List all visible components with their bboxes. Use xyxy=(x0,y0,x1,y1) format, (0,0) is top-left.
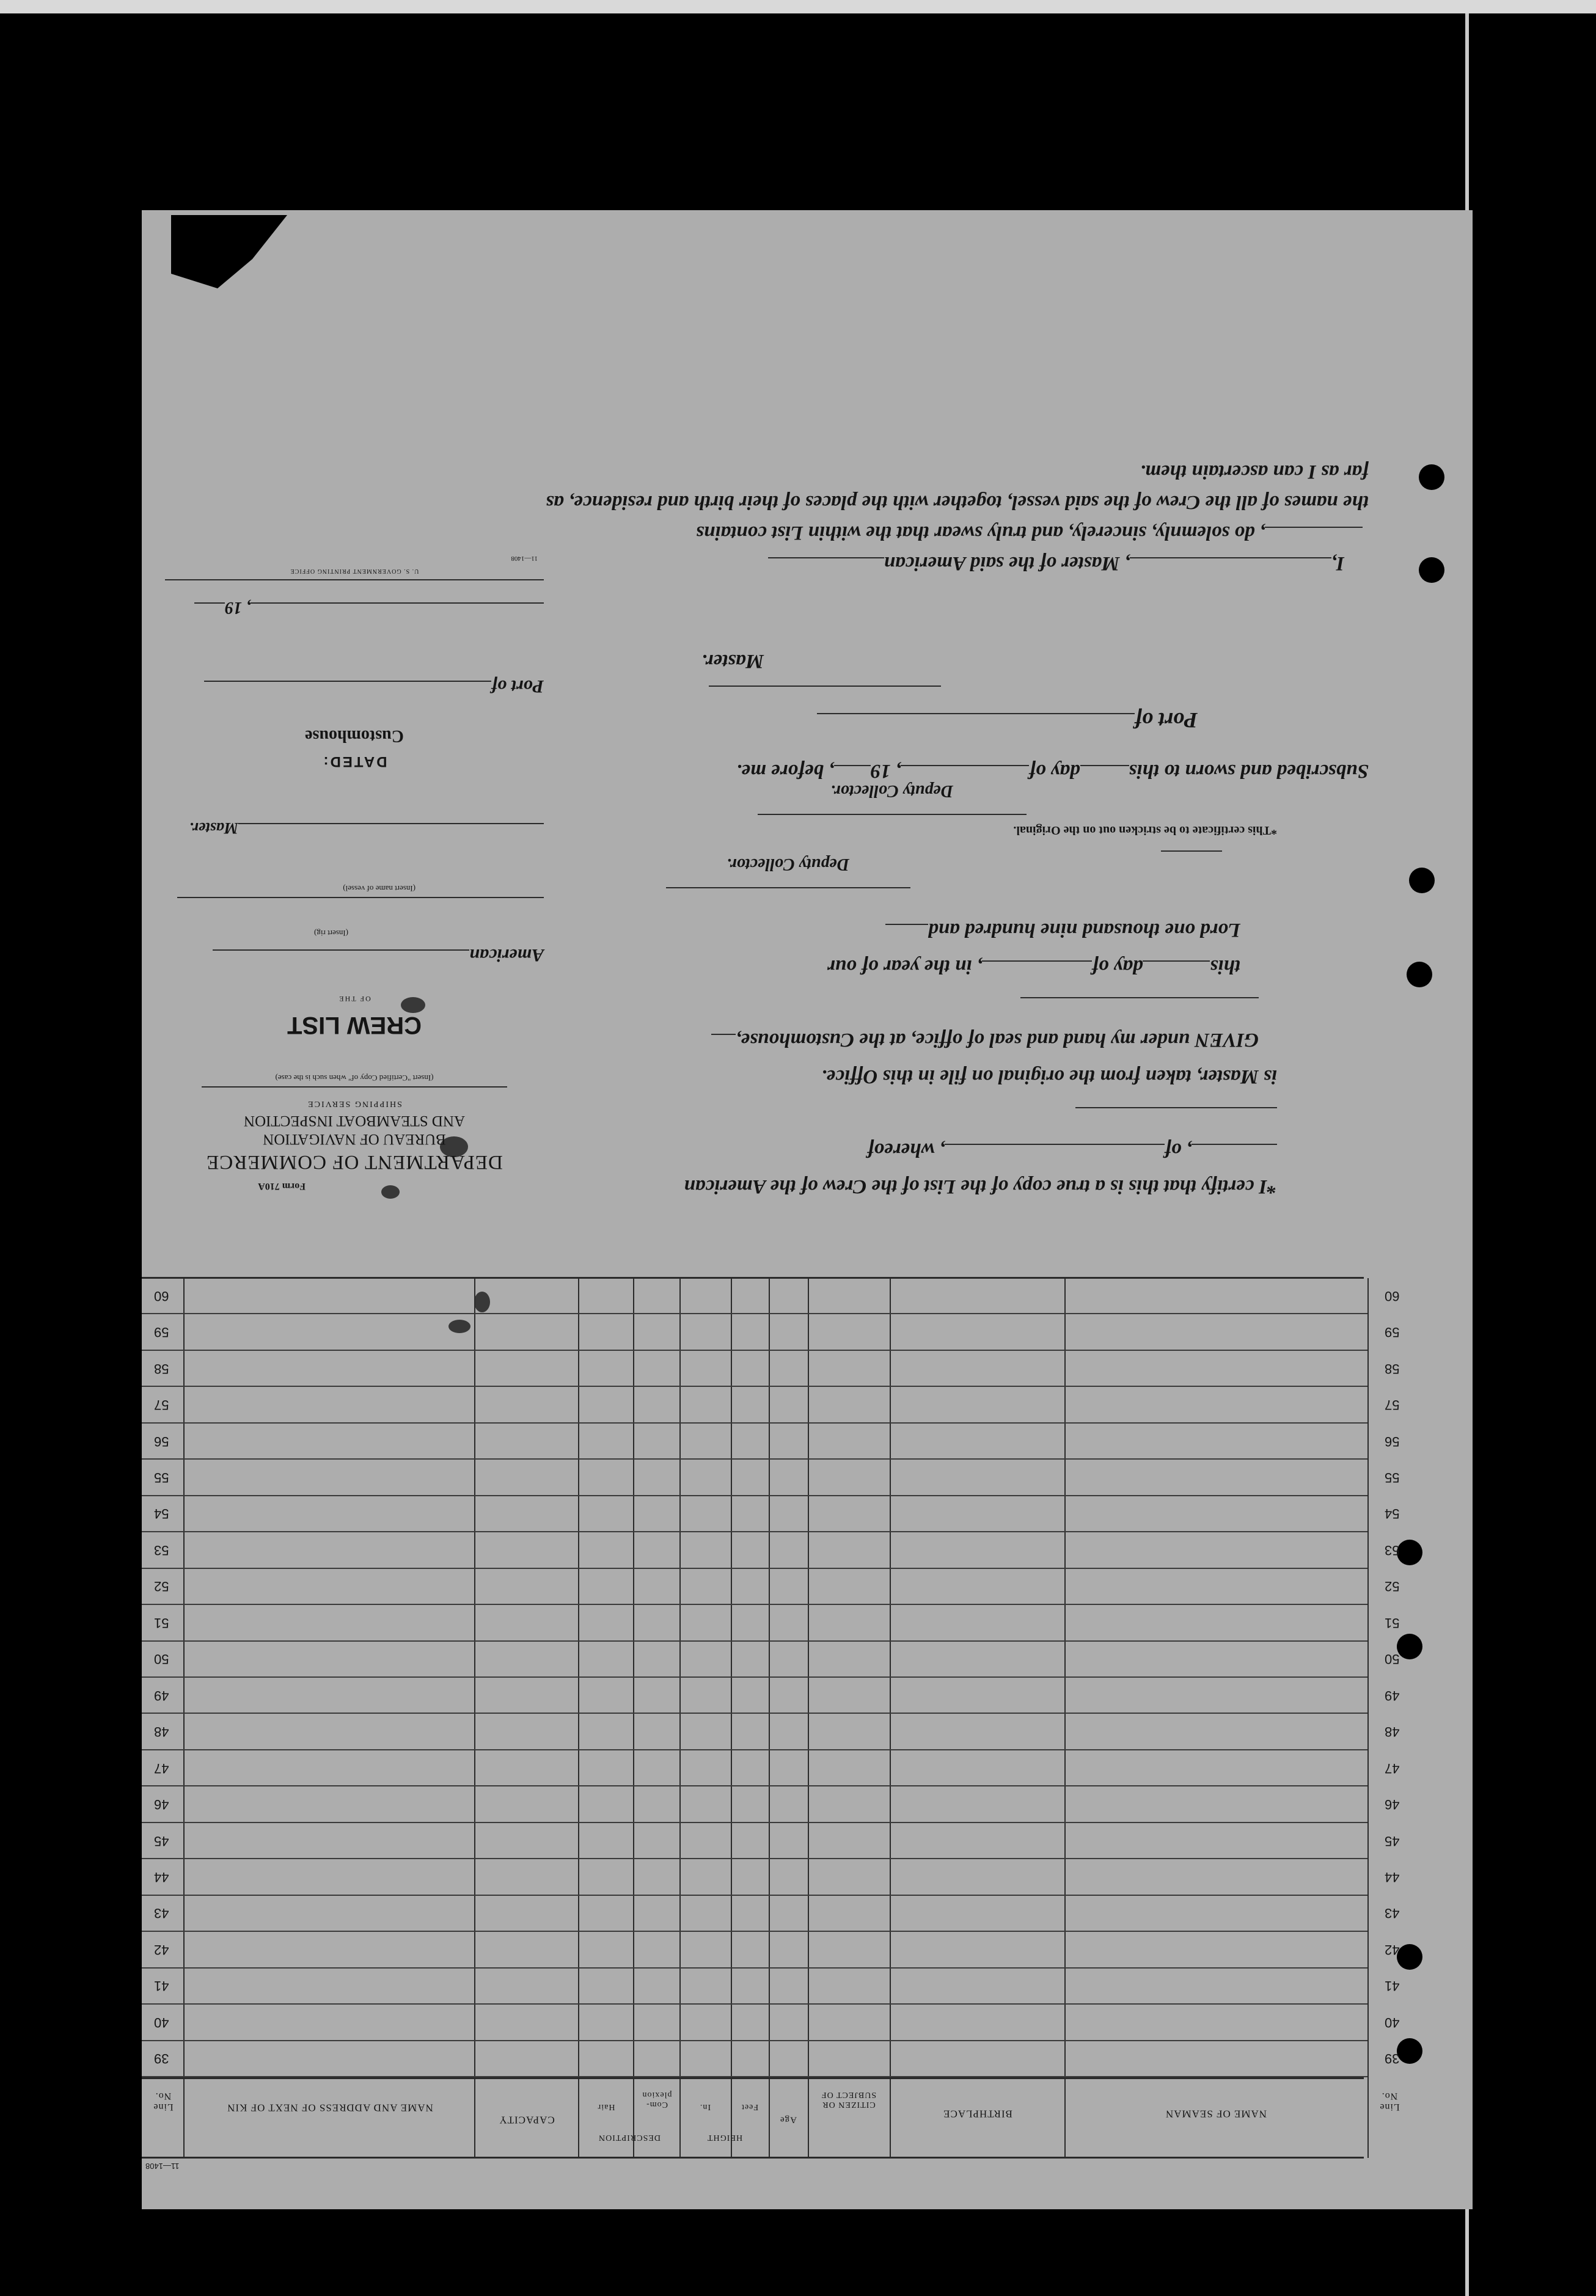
header-birthplace: BIRTHPLACE xyxy=(943,2108,1012,2120)
header-capacity: CAPACITY xyxy=(499,2114,555,2126)
oath-line3: the names of all the Crew of the said vessel, together with the places of their birth and residence, as xyxy=(546,491,1369,513)
cert-master-blank[interactable] xyxy=(1075,1107,1277,1108)
row-number-right: 50 xyxy=(1385,1651,1400,1667)
col-line xyxy=(769,1278,770,2158)
table-row[interactable] xyxy=(142,2040,1367,2041)
crew-list-title: CREW LIST xyxy=(287,1012,422,1039)
cert-footnote: *This certificate to be stricken out on the Original. xyxy=(1013,824,1277,837)
table-row[interactable] xyxy=(142,1676,1367,1678)
table-row[interactable] xyxy=(142,2003,1367,2005)
punch-hole xyxy=(1419,464,1444,490)
cert-port-blank[interactable] xyxy=(945,1144,1165,1145)
table-row[interactable] xyxy=(142,1422,1367,1424)
punch-hole xyxy=(1419,557,1444,583)
printer-imprint: U. S. GOVERNMENT PRINTING OFFICE xyxy=(290,568,419,574)
american-label: American xyxy=(469,945,544,965)
header-hair: Hair xyxy=(597,2102,615,2112)
ink-stain xyxy=(474,1292,490,1312)
header-inches: In. xyxy=(699,2102,711,2112)
subscribed-year: , 19 xyxy=(870,760,901,782)
col-line xyxy=(474,1278,475,2158)
header-age: Age xyxy=(780,2115,797,2125)
deputy-collector-label-1: Deputy Collector. xyxy=(830,781,953,800)
punch-hole xyxy=(1407,962,1432,987)
punch-hole xyxy=(1397,1540,1422,1565)
table-row[interactable] xyxy=(142,1531,1367,1532)
row-number-left: 56 xyxy=(154,1433,169,1449)
header-name: NAME OF SEAMAN xyxy=(1165,2108,1267,2120)
row-number-right: 43 xyxy=(1385,1906,1400,1921)
cover-panel xyxy=(159,330,550,1197)
table-row[interactable] xyxy=(142,1713,1367,1714)
row-number-right: 46 xyxy=(1385,1797,1400,1813)
table-top-border xyxy=(142,1277,1364,1279)
cover-port-blank[interactable] xyxy=(204,681,491,682)
cert-of: , of xyxy=(1165,1139,1192,1161)
table-row[interactable] xyxy=(142,1604,1367,1605)
row-number-right: 55 xyxy=(1385,1470,1400,1485)
row-number-left: 43 xyxy=(154,1906,169,1921)
row-number-right: 58 xyxy=(1385,1361,1400,1377)
row-number-left: 51 xyxy=(154,1615,169,1631)
dated-label: DATED: xyxy=(321,753,387,770)
master-label: Master. xyxy=(701,650,764,672)
cert-whereof: , whereof xyxy=(867,1139,945,1161)
col-line xyxy=(578,1278,579,2158)
row-number-right: 56 xyxy=(1385,1433,1400,1449)
header-feet: Feet xyxy=(741,2102,759,2112)
deputy-collector-label-2: Deputy Collector. xyxy=(727,855,849,874)
insert-name-note: (Insert name of vessel) xyxy=(343,884,415,893)
certificate-section xyxy=(617,611,1277,1210)
punch-hole xyxy=(1397,1944,1422,1970)
table-row[interactable] xyxy=(142,1495,1367,1496)
table-row[interactable] xyxy=(142,1350,1367,1351)
cover-master-label: Master. xyxy=(189,819,238,837)
row-number-left: 52 xyxy=(154,1579,169,1595)
table-row[interactable] xyxy=(142,1967,1367,1969)
dept-title: DEPARTMENT OF COMMERCE xyxy=(206,1151,503,1173)
cert-year-blank[interactable] xyxy=(885,924,928,925)
row-number-left: 59 xyxy=(154,1325,169,1340)
form-number: Form 710A xyxy=(258,1181,306,1191)
col-line xyxy=(183,1278,185,2158)
insert-rig-note: (Insert rig) xyxy=(314,929,348,938)
row-number-left: 45 xyxy=(154,1833,169,1849)
row-number-left: 60 xyxy=(154,1288,169,1304)
row-number-left: 53 xyxy=(154,1542,169,1558)
rig-blank[interactable] xyxy=(213,949,469,951)
port-of-label: Port of xyxy=(1135,708,1198,733)
row-number-left: 41 xyxy=(154,1978,169,1994)
row-number-right: 49 xyxy=(1385,1687,1400,1703)
cert-month-blank[interactable] xyxy=(982,960,1092,962)
row-number-right: 52 xyxy=(1385,1579,1400,1595)
table-header-border xyxy=(142,2077,1364,2079)
table-row[interactable] xyxy=(142,1458,1367,1460)
row-number-left: 57 xyxy=(154,1397,169,1413)
table-bottom-border xyxy=(142,2157,1364,2159)
deputy-signature-line-2[interactable] xyxy=(666,887,910,888)
row-number-right: 44 xyxy=(1385,1870,1400,1885)
row-number-right: 53 xyxy=(1385,1542,1400,1558)
row-number-left: 39 xyxy=(154,2051,169,2067)
row-number-left: 46 xyxy=(154,1797,169,1813)
header-line-no-left: Line No. xyxy=(153,2090,174,2112)
row-number-left: 47 xyxy=(154,1760,169,1776)
cover-port-label: Port of xyxy=(491,676,544,696)
subscribed-dayof: day of xyxy=(1029,760,1080,782)
certified-line[interactable] xyxy=(202,1086,507,1088)
vessel-name-blank[interactable] xyxy=(1265,527,1363,528)
row-number-right: 47 xyxy=(1385,1760,1400,1776)
cover-year-blank[interactable] xyxy=(194,602,225,604)
header-citizen: CITIZEN OR SUBJECT OF xyxy=(821,2090,877,2110)
of-the-label: OF THE xyxy=(338,995,371,1003)
cert-extra-blank[interactable] xyxy=(1020,997,1259,998)
cert-line1: *I certify that this is a true copy of the List of the Crew of the American xyxy=(684,1175,1277,1197)
cert-customhouse-blank[interactable] xyxy=(711,1034,736,1035)
header-kin: NAME AND ADDRESS OF NEXT OF KIN xyxy=(227,2102,433,2114)
col-line xyxy=(808,1278,809,2158)
cover-date-blank[interactable] xyxy=(251,602,544,604)
subscribed-before: , before me. xyxy=(736,760,834,782)
row-number-left: 48 xyxy=(154,1724,169,1740)
oath-line1: , Master of the said American xyxy=(884,552,1130,574)
cert-day-blank[interactable] xyxy=(1143,960,1210,962)
table-row[interactable] xyxy=(142,1895,1367,1896)
row-number-right: 51 xyxy=(1385,1615,1400,1631)
table-row[interactable] xyxy=(142,1858,1367,1859)
header-complexion: Com-plexion xyxy=(642,2090,672,2110)
header-description: DESCRIPTION xyxy=(598,2133,661,2143)
customhouse-label: Customhouse xyxy=(305,726,404,745)
cert-dayof: day of xyxy=(1092,956,1143,978)
certified-note: (Insert "Certified Copy of" when such is the case) xyxy=(275,1073,434,1083)
row-number-right: 48 xyxy=(1385,1724,1400,1740)
row-number-left: 58 xyxy=(154,1361,169,1377)
header-line-no-right: Line No. xyxy=(1379,2090,1400,2112)
row-number-right: 59 xyxy=(1385,1325,1400,1340)
top-edge-strip xyxy=(0,0,1596,13)
shipping-service: SHIPPING SERVICE xyxy=(307,1099,402,1108)
subscribed-label: Subscribed and sworn to this xyxy=(1129,760,1369,782)
row-number-left: 55 xyxy=(154,1470,169,1485)
master-name-blank[interactable] xyxy=(1130,557,1331,558)
cover-rule xyxy=(165,579,544,580)
table-row[interactable] xyxy=(142,1931,1367,1932)
table-row[interactable] xyxy=(142,1313,1367,1314)
col-line xyxy=(1367,1278,1369,2158)
header-height: HEIGHT xyxy=(706,2133,743,2143)
row-number-right: 39 xyxy=(1385,2051,1400,2067)
table-row[interactable] xyxy=(142,1640,1367,1642)
col-line xyxy=(633,1278,634,2158)
row-number-left: 50 xyxy=(154,1651,169,1667)
cert-vessel-blank[interactable] xyxy=(1192,1144,1277,1145)
col-line xyxy=(679,1278,681,2158)
table-row[interactable] xyxy=(142,1822,1367,1823)
row-number-right: 42 xyxy=(1385,1942,1400,1958)
table-form-code: 11—1408 xyxy=(145,2162,180,2171)
row-number-left: 49 xyxy=(154,1687,169,1703)
cover-year: , 19 xyxy=(225,598,251,617)
table-row[interactable] xyxy=(142,1386,1367,1387)
col-line xyxy=(890,1278,891,2158)
table-row[interactable] xyxy=(142,1785,1367,1786)
table-row[interactable] xyxy=(142,2076,1367,2077)
row-number-right: 60 xyxy=(1385,1288,1400,1304)
print-code: 11—1408 xyxy=(511,555,538,562)
row-number-left: 42 xyxy=(154,1942,169,1958)
col-line xyxy=(1064,1278,1066,2158)
cert-line3: is Master, taken from the original on file in this Office. xyxy=(821,1066,1277,1088)
table-row[interactable] xyxy=(142,1568,1367,1569)
cover-master-blank[interactable] xyxy=(238,823,544,824)
vessel-type-blank[interactable] xyxy=(768,557,884,558)
vessel-name-line[interactable] xyxy=(177,897,544,898)
ink-stain xyxy=(448,1320,470,1333)
row-number-right: 54 xyxy=(1385,1506,1400,1522)
punch-hole xyxy=(1397,1634,1422,1659)
cert-this: this xyxy=(1210,956,1240,978)
row-number-right: 40 xyxy=(1385,2014,1400,2030)
punch-hole xyxy=(1409,868,1435,893)
oath-i: I, xyxy=(1331,552,1344,574)
oath-line2: , do solemnly, sincerely, and truly swear that the within List contains xyxy=(696,522,1265,544)
bureau-line1: BUREAU OF NAVIGATION xyxy=(263,1131,446,1147)
row-number-right: 41 xyxy=(1385,1978,1400,1994)
bureau-line2: AND STEAMBOAT INSPECTION xyxy=(243,1113,466,1129)
row-number-right: 57 xyxy=(1385,1397,1400,1413)
cert-year-of-our: , in the year of our xyxy=(827,956,983,978)
table-row[interactable] xyxy=(142,1749,1367,1750)
cert-line6: Lord one thousand nine hundred and xyxy=(928,919,1240,941)
oath-line4: far as I can ascertain them. xyxy=(1140,461,1369,483)
row-number-right: 45 xyxy=(1385,1833,1400,1849)
col-line xyxy=(731,1278,732,2158)
row-number-left: 40 xyxy=(154,2014,169,2030)
row-number-left: 54 xyxy=(154,1506,169,1522)
punch-hole xyxy=(1397,2038,1422,2064)
cert-line4: GIVEN under my hand and seal of office, at the Customhouse, xyxy=(736,1029,1259,1051)
row-number-left: 44 xyxy=(154,1870,169,1885)
